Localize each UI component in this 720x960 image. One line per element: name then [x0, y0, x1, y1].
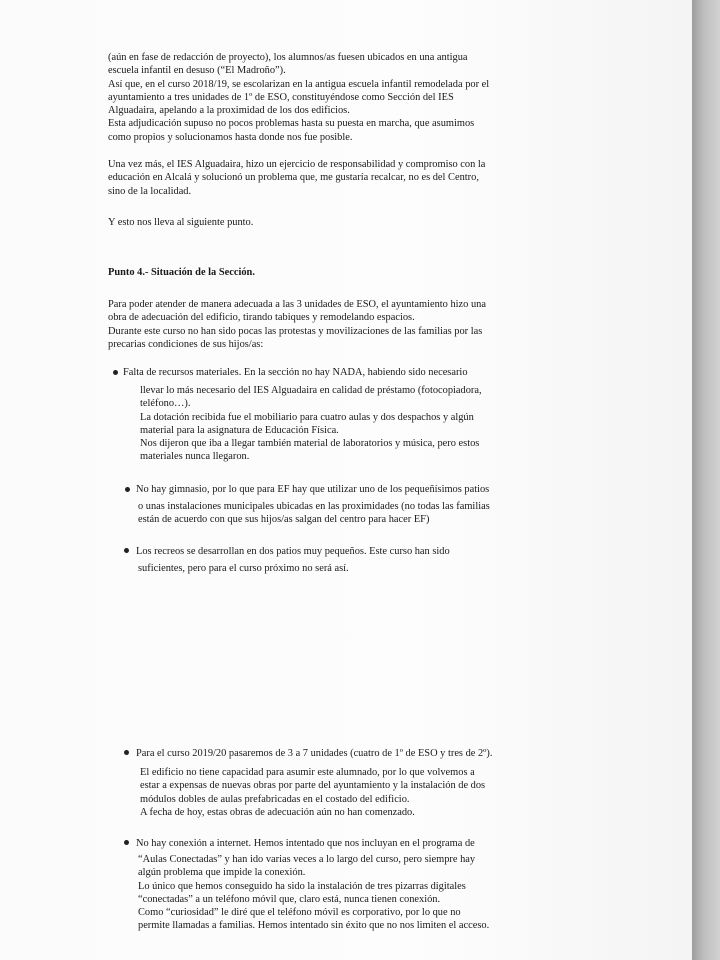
- text-line: módulos dobles de aulas prefabricadas en el costado del edificio.: [140, 793, 410, 805]
- text-line: Lo único que hemos conseguido ha sido la instalación de tres pizarras digitales: [138, 880, 466, 892]
- text-line: escuela infantil en desuso (“El Madroño”).: [108, 65, 286, 77]
- bullet-body: [138, 500, 490, 527]
- text-line: como propios y solucionamos hasta donde nos fue posible.: [108, 131, 353, 143]
- bullet-first-line: No hay gimnasio, por lo que para EF hay que utilizar uno de los pequeñísimos patios: [136, 484, 490, 495]
- bullet-body: [138, 562, 349, 575]
- text-line: Una vez más, el IES Alguadaira, hizo un ejercicio de responsabilidad y compromiso con la: [108, 159, 486, 170]
- bullet-dot: [124, 548, 129, 553]
- bullet-body: [138, 853, 489, 933]
- text-line: llevar lo más necesario del IES Alguadaira en calidad de préstamo (fotocopiadora,: [140, 385, 482, 396]
- section-heading: [108, 266, 255, 279]
- bullet-first-line: Falta de recursos materiales. En la sección no hay NADA, habiendo sido necesario: [123, 367, 468, 378]
- bullet-dot: [124, 750, 129, 755]
- heading-text: Punto 4.- Situación de la Sección.: [108, 267, 255, 278]
- text-line: “conectadas” a un teléfono móvil que, claro está, nunca tienen conexión.: [138, 893, 441, 905]
- bullet-body: [140, 766, 485, 819]
- bullet-first-line: Los recreos se desarrollan en dos patios muy pequeños. Este curso han sido: [136, 546, 450, 557]
- text-line: Nos dijeron que iba a llegar también material de laboratorios y música, pero estos: [140, 438, 480, 450]
- text-line: ayuntamiento a tres unidades de 1º de ESO, constituyéndose como Sección del IES: [108, 91, 454, 103]
- text-line: Así que, en el curso 2018/19, se escolarizan en la antigua escuela infantil remodelada por el: [108, 78, 490, 90]
- text-line: Esta adjudicación supuso no pocos problemas hasta su puesta en marcha, que asumimos: [108, 118, 475, 130]
- text-line: están de acuerdo con que sus hijos/as salgan del centro para hacer EF): [138, 514, 430, 526]
- text-line: Alguadaira, apelando a la proximidad de los dos edificios.: [108, 105, 350, 117]
- section-intro-paragraph: [108, 298, 486, 351]
- bullet-dot: [113, 370, 118, 375]
- text-line: permite llamadas a familias. Hemos intentado sin éxito que no nos limiten el acceso.: [138, 920, 490, 932]
- text-line: suficientes, pero para el curso próximo no será así.: [138, 563, 349, 574]
- text-line: precarias condiciones de sus hijos/as:: [108, 338, 264, 350]
- bullet-body: [140, 384, 482, 464]
- text-line: estar a expensas de nuevas obras por parte del ayuntamiento y la instalación de dos: [140, 780, 486, 792]
- text-line: o unas instalaciones municipales ubicadas en las proximidades (no todas las familias: [138, 501, 490, 512]
- text-line: Y esto nos lleva al siguiente punto.: [108, 217, 254, 228]
- responsibility-paragraph: [108, 158, 485, 198]
- bullet-dot: [124, 840, 129, 845]
- intro-paragraph: [108, 51, 489, 144]
- text-line: algún problema que impide la conexión.: [138, 867, 306, 879]
- page-edge-shadow: [692, 0, 720, 960]
- text-line: “Aulas Conectadas” y han ido varias veces a lo largo del curso, pero siempre hay: [138, 854, 476, 865]
- bullet-first-line: No hay conexión a internet. Hemos intentado que nos incluyan en el programa de: [136, 838, 475, 849]
- text-line: A fecha de hoy, estas obras de adecuación aún no han comenzado.: [140, 806, 415, 818]
- bullet-first-line: Para el curso 2019/20 pasaremos de 3 a 7 unidades (cuatro de 1º de ESO y tres de 2º).: [136, 748, 493, 759]
- text-line: material para la asignatura de Educación Física.: [140, 424, 339, 436]
- text-line: sino de la localidad.: [108, 185, 192, 197]
- text-line: El edificio no tiene capacidad para asumir este alumnado, por lo que volvemos a: [140, 767, 475, 778]
- text-line: teléfono…).: [140, 398, 191, 410]
- text-line: educación en Alcalá y solucionó un problema que, me gustaría recalcar, no es del Centro,: [108, 172, 479, 184]
- text-line: Para poder atender de manera adecuada a las 3 unidades de ESO, el ayuntamiento hizo una: [108, 299, 486, 310]
- text-line: Durante este curso no han sido pocas las protestas y movilizaciones de las familias por las: [108, 325, 483, 337]
- text-line: Como “curiosidad” le diré que el teléfono móvil es corporativo, por lo que no: [138, 907, 461, 919]
- transition-paragraph: [108, 216, 253, 229]
- text-line: materiales nunca llegaron.: [140, 451, 250, 463]
- bullet-dot: [125, 487, 130, 492]
- text-line: (aún en fase de redacción de proyecto), los alumnos/as fuesen ubicados en una antigua: [108, 52, 468, 63]
- text-line: obra de adecuación del edificio, tirando tabiques y remodelando espacios.: [108, 312, 415, 324]
- text-line: La dotación recibida fue el mobiliario para cuatro aulas y dos despachos y algún: [140, 411, 474, 423]
